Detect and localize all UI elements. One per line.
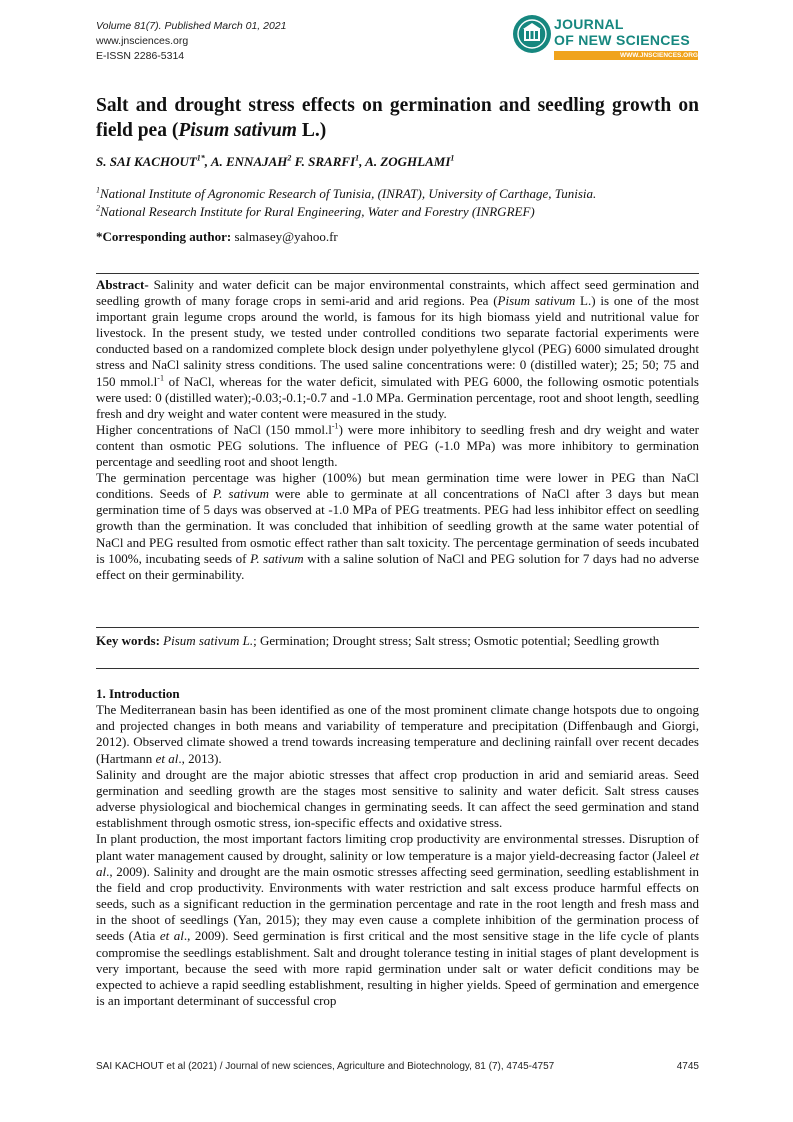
affiliation-text: National Institute of Agronomic Research of Tunisia, (INRAT), University of Carthage, Tunisia. — [100, 186, 597, 201]
author-affiliation-mark: 1* — [196, 153, 205, 163]
title-species: Pisum sativum — [178, 120, 297, 141]
keywords-label: Key words: — [96, 633, 160, 648]
intro-etal: et al — [96, 847, 699, 879]
corresponding-label: *Corresponding author: — [96, 229, 232, 244]
author-name: A. ZOGHLAMI — [365, 154, 451, 169]
intro-text: The Mediterranean basin has been identified as one of the most prominent climate change hotspots due to ongoing and projected changes in both means and variability of temperature and precipitation (Diffenbaugh and Giorgi, 2012). Observed climate showed a trend towards increasing temperature and declining rainfall over recent decades (Hartmann — [96, 702, 699, 766]
keywords — [96, 633, 699, 649]
intro-text: ., 2013). — [178, 750, 222, 766]
author-name: F. SRARFI — [294, 154, 356, 169]
corresponding-email[interactable]: salmasey@yahoo.fr — [234, 229, 338, 244]
abstract-text: ) were more inhibitory to seedling fresh and dry weight and water content than osmotic PEG solutions. The influence of PEG (-1.0 MPa) was more inhibitory to germination percentage and seedling root and shoot length. — [96, 421, 699, 470]
abstract-paragraph — [96, 277, 699, 422]
abstract-species: P. sativum — [250, 550, 304, 566]
logo-text-line1: JOURNAL — [554, 16, 624, 32]
abstract-text: L.) is one of the most important grain legume crops around the world, is famous for its high biomass yield and nutritional value for livestock. In the present study, we tested under controlled conditions two separate factorial experiments were conducted based on a randomized complete block design under polyethylene glycol (PEG) 6000 simulated drought stress and NaCl salinity stress conditions. The used saline concentrations were: 0 (distilled water); 25; 50; 75 and 150 mmol.l — [96, 293, 699, 389]
abstract-text: of NaCl, whereas for the water deficit, simulated with PEG 6000, the following osmotic potentials were used: 0 (distilled water);-0.03;-0.1;-0.7 and -1.0 MPa. Germination percentage, root and shoot length, seedling fresh and dry weight and water content were measured in the study. — [96, 373, 699, 421]
abstract-text: The germination percentage was higher (100%) but mean germination time were lower in PEG than NaCl conditions. Seeds of — [96, 470, 699, 502]
abstract-text: Higher concentrations of NaCl (150 mmol.l — [96, 421, 332, 437]
abstract-paragraph — [96, 422, 699, 470]
intro-paragraph — [96, 831, 699, 1009]
affiliation-number: 2 — [96, 203, 100, 213]
journal-logo — [512, 14, 702, 66]
abstract-text: Salinity and water deficit can be major environmental constraints, which affect seed germination and seedling growth of many forage crops in semi-arid and arid regions. Pea ( — [96, 277, 699, 309]
title-part2: L.) — [296, 120, 327, 141]
author-list — [96, 154, 454, 170]
abstract — [96, 277, 699, 583]
intro-text: In plant production, the most important factors limiting crop productivity are environmental stresses. Disruption of plant water management caused by drought, salinity or low temperature is a major yield-decreasing factor (Jaleel — [96, 831, 699, 863]
keywords-species: Pisum sativum L. — [163, 633, 254, 648]
logo-text-line2: OF NEW SCIENCES — [554, 32, 690, 48]
abstract-label: Abstract- — [96, 277, 149, 292]
keywords-list: ; Germination; Drought stress; Salt stress; Osmotic potential; Seedling growth — [253, 633, 660, 648]
abstract-text: were able to germinate at all concentrations of NaCl after 3 days but mean germination time of 5 days was observed at -1.0 MPa of PEG treatments. PEG had less inhibitor effect on seedling growth than the germination. It was concluded that inhibition of seedling growth at the same water potential of NaCl and PEG resulted from osmotic effect rather than salt toxicity. The percentage germination of seeds incubated is 100%, incubating seeds of — [96, 486, 699, 566]
affiliation-item — [96, 203, 596, 221]
author-affiliation-mark: 2 — [287, 153, 292, 163]
intro-text: ., 2009). Seed germination is first critical and the most sensitive stage in the life cycle of plants compromise the seedlings establishment. Salt and drought tolerance testing in initial stages of plant development is very important, because the seed with more rapid germination under salt or water deficit conditions may be expected to achieve a rapid seedling establishment, resulting in higher yields. Speed of germination and emergence is an important determinant of successful crop — [96, 928, 699, 1008]
abstract-species: P. sativum — [212, 486, 269, 502]
author-separator: , — [359, 154, 366, 169]
author-affiliation-mark: 1 — [355, 153, 360, 163]
abstract-superscript: -1 — [157, 373, 164, 383]
intro-etal: et al — [159, 928, 184, 944]
introduction-section — [96, 686, 699, 1009]
corresponding-author — [96, 229, 338, 245]
journal-website[interactable]: www.jnsciences.org — [96, 35, 189, 47]
abstract-species: Pisum sativum — [497, 293, 576, 309]
abstract-superscript: -1 — [331, 421, 339, 431]
affiliation-number: 1 — [96, 185, 100, 195]
journal-emblem-icon — [512, 14, 552, 54]
intro-paragraph: Salinity and drought are the major abiotic stresses that affect crop production in arid and semiarid areas. Seed germination and seedling growth are the stages most sensitive to salinity and water deficit. Salt stress causes adverse physiological and biochemical changes in germinating seeds. It can affect the seed germination and stand establishment through osmotic stress, ion-specific effects and oxidative stress. — [96, 766, 699, 831]
author-affiliation-mark: 1 — [450, 153, 455, 163]
paper-title — [96, 93, 699, 143]
abstract-text: with a saline solution of NaCl and PEG solution for 7 days had no adverse effect on their germinability. — [96, 550, 699, 582]
author-separator: , — [204, 154, 211, 169]
intro-etal: et al — [155, 750, 179, 766]
footer-citation: SAI KACHOUT et al (2021) / Journal of new sciences, Agriculture and Biotechnology, 81 (7), 4745-4757 — [96, 1061, 555, 1072]
intro-text: ., 2009). Salinity and drought are the main osmotic stresses affecting seed germination, seedling establishment in the field and crop productivity. Environments with water restriction and salt excess produce harmful effects on seeds, such as a significant reduction in the germination percentage and rate in the root length and fresh mass and in the shoot of seedlings (Yan, 2015); they may even cause a complete inhibition of the germination process of seeds (Atia — [96, 863, 699, 944]
intro-paragraph — [96, 702, 699, 767]
section-heading: 1. Introduction — [96, 686, 180, 701]
journal-header-meta — [96, 19, 286, 64]
keywords-top-rule — [96, 627, 699, 628]
author-name: A. ENNAJAH — [210, 154, 288, 169]
volume-info: Volume 81(7). Published March 01, 2021 — [96, 20, 287, 32]
title-part1: Salt and drought stress effects on germination and seedling growth on field pea ( — [96, 95, 699, 141]
logo-url: WWW.JNSCIENCES.ORG — [619, 52, 698, 59]
affiliations — [96, 185, 596, 221]
abstract-paragraph — [96, 470, 699, 583]
page-number: 4745 — [676, 1061, 699, 1072]
author-name: S. SAI KACHOUT — [96, 154, 197, 169]
affiliation-item — [96, 185, 596, 203]
abstract-top-rule — [96, 273, 699, 274]
affiliation-text: National Research Institute for Rural Engineering, Water and Forestry (INRGREF) — [100, 204, 535, 219]
journal-issn: E-ISSN 2286-5314 — [96, 50, 185, 62]
keywords-bottom-rule — [96, 668, 699, 669]
page-footer — [96, 1061, 699, 1072]
